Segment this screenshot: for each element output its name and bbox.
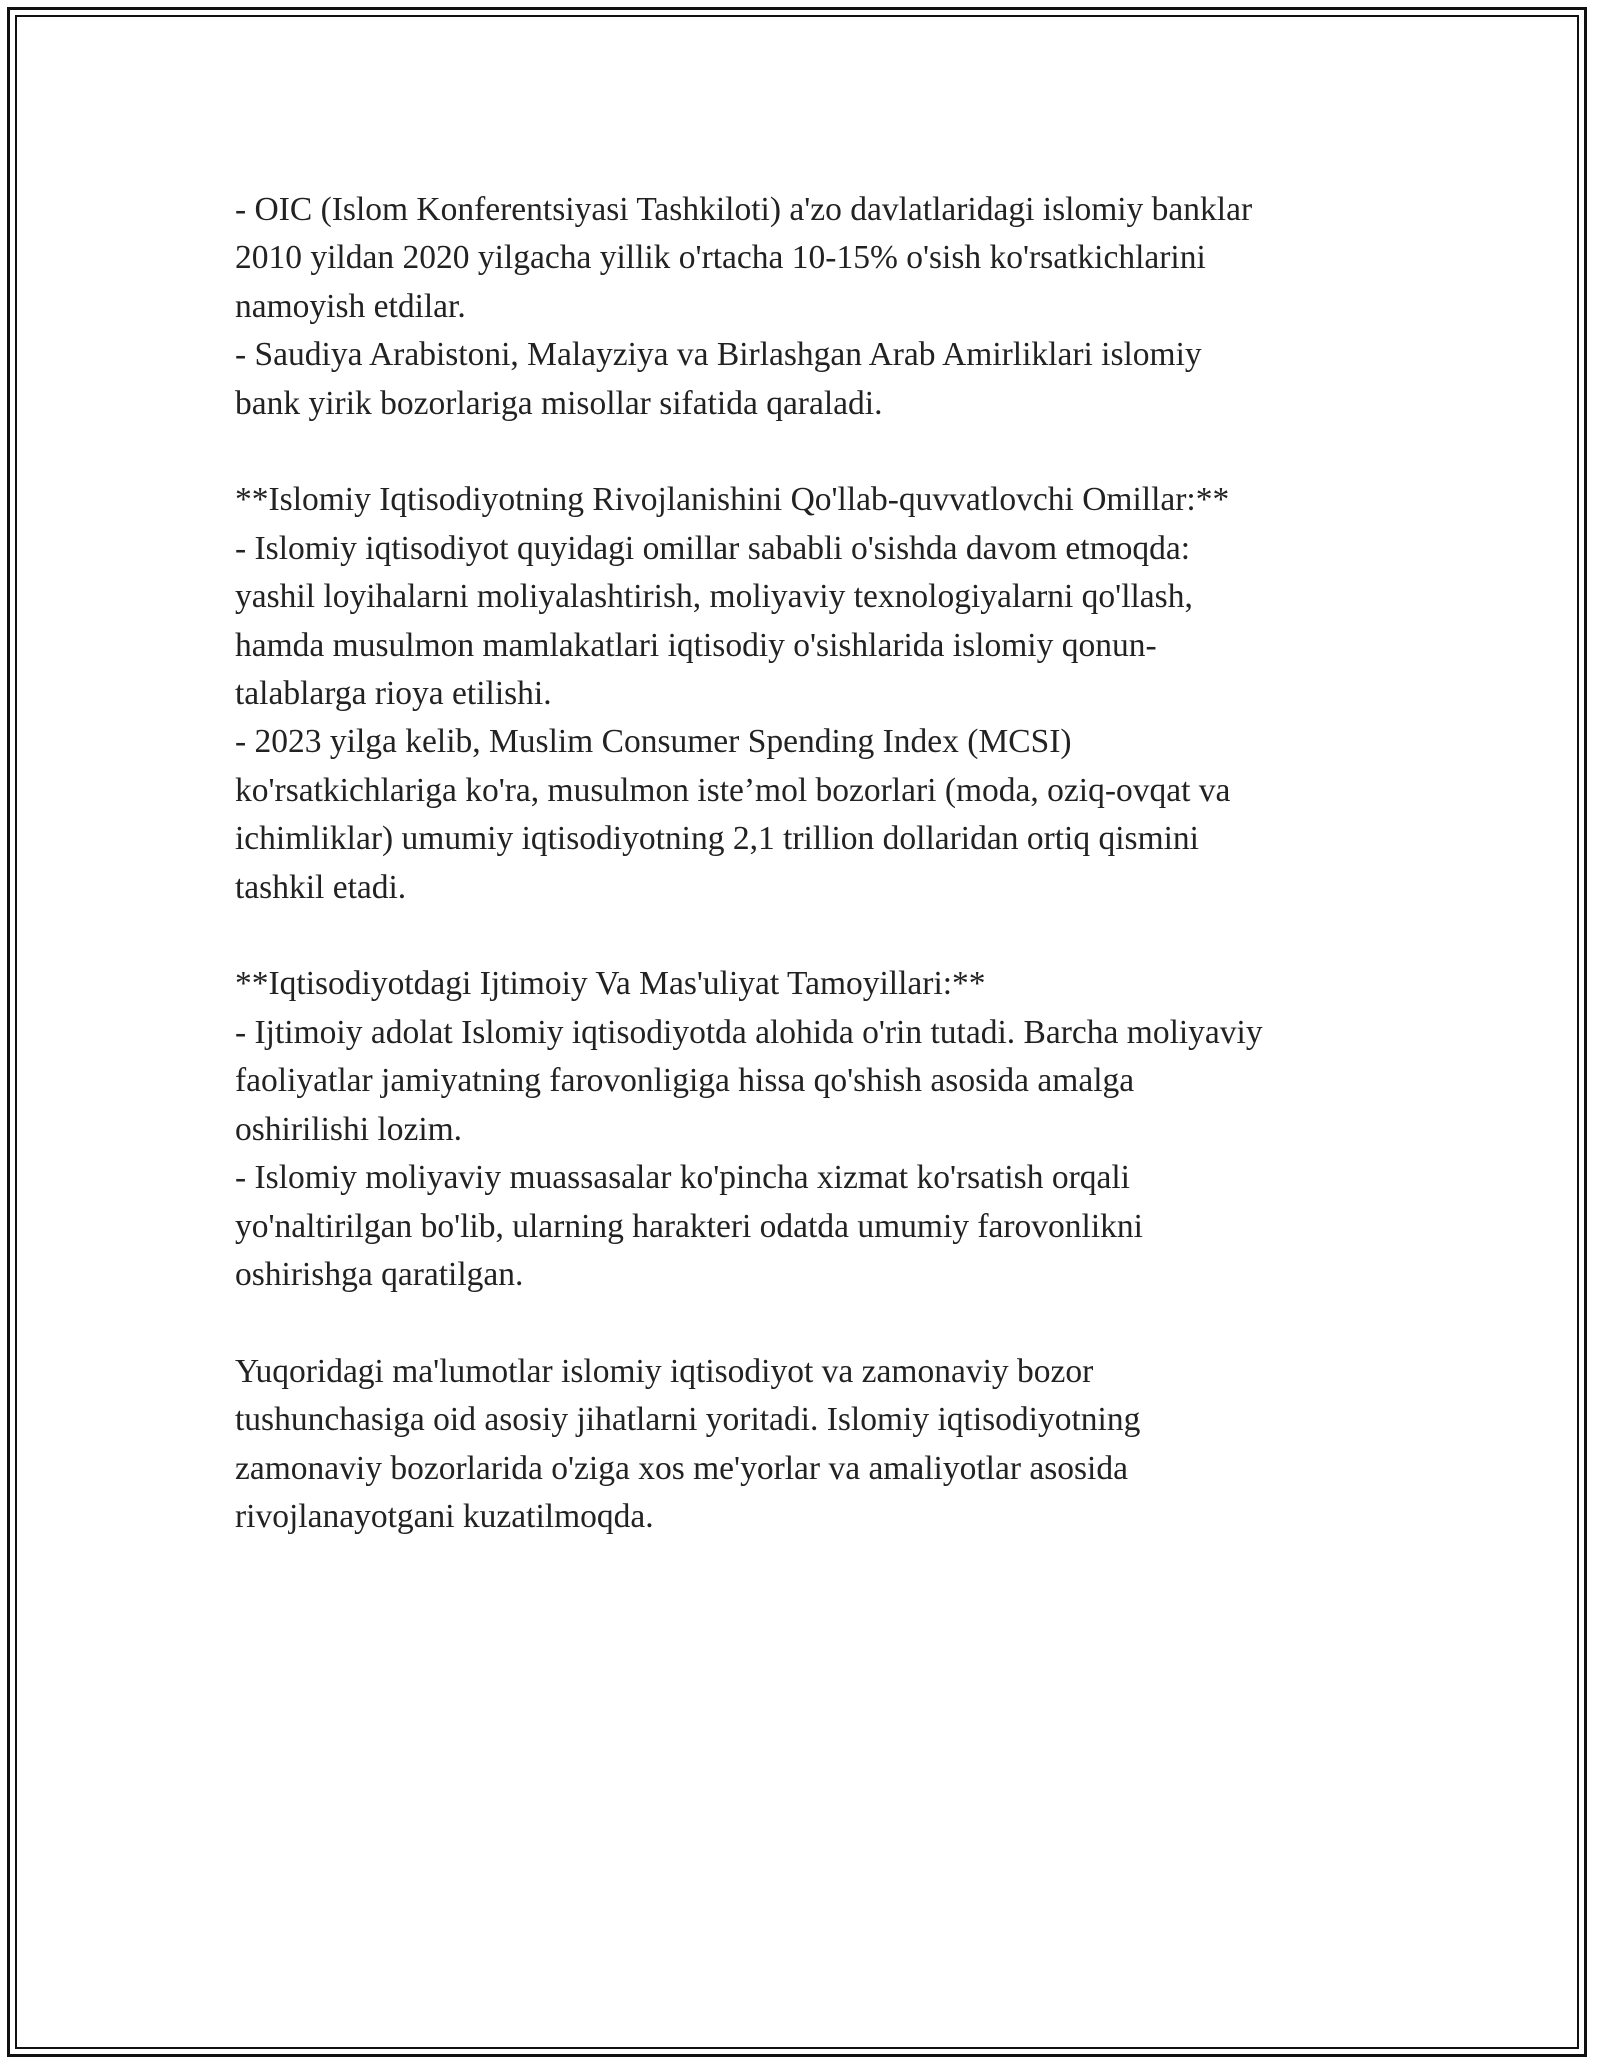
text-line: zamonaviy bozorlarida o'ziga xos me'yorlar va amaliyotlar asosida	[235, 1449, 1128, 1487]
text-line: tushunchasiga oid asosiy jihatlarni yoritadi. Islomiy iqtisodiyotning	[235, 1401, 1141, 1439]
section-development-factors	[235, 476, 1375, 912]
paragraph-gap	[235, 912, 1375, 960]
text-line: talablarga rioya etilishi.	[235, 675, 552, 713]
text-line: ko'rsatkichlariga ko'ra, musulmon iste’mol bozorlari (moda, oziq-ovqat va	[235, 771, 1231, 809]
text-line: oshirilishi lozim.	[235, 1110, 463, 1148]
text-line: bank yirik bozorlariga misollar sifatida qaraladi.	[235, 384, 883, 422]
paragraph-conclusion	[235, 1348, 1375, 1542]
text-line: hamda musulmon mamlakatlari iqtisodiy o'sishlarida islomiy qonun-	[235, 626, 1157, 664]
document-body	[235, 186, 1375, 1541]
text-line: yashil loyihalarni moliyalashtirish, moliyaviy texnologiyalarni qo'llash,	[235, 578, 1193, 616]
text-line: rivojlanayotgani kuzatilmoqda.	[235, 1497, 654, 1535]
text-line: namoyish etdilar.	[235, 287, 466, 325]
text-line: - OIC (Islom Konferentsiyasi Tashkiloti) a'zo davlatlaridagi islomiy banklar	[235, 191, 1253, 228]
text-line: - Islomiy iqtisodiyot quyidagi omillar sababli o'sishda davom etmoqda:	[235, 529, 1191, 567]
section-heading: **Iqtisodiyotdagi Ijtimoiy Va Mas'uliyat Tamoyillari:**	[235, 965, 986, 1003]
text-line: - Islomiy moliyaviy muassasalar ko'pincha xizmat ko'rsatish orqali	[235, 1159, 1130, 1197]
text-line: yo'naltirilgan bo'lib, ularning harakteri odatda umumiy farovonlikni	[235, 1207, 1143, 1245]
text-line: tashkil etadi.	[235, 868, 407, 906]
text-line: ichimliklar) umumiy iqtisodiyotning 2,1 trillion dollaridan ortiq qismini	[235, 820, 1199, 858]
text-line: - Ijtimoiy adolat Islomiy iqtisodiyotda alohida o'rin tutadi. Barcha moliyaviy	[235, 1013, 1263, 1051]
paragraph-gap	[235, 428, 1375, 476]
text-line: oshirishga qaratilgan.	[235, 1255, 524, 1293]
paragraph-banking-growth	[235, 186, 1375, 428]
text-line: - Saudiya Arabistoni, Malayziya va Birlashgan Arab Amirliklari islomiy	[235, 336, 1202, 374]
text-line: Yuqoridagi ma'lumotlar islomiy iqtisodiyot va zamonaviy bozor	[235, 1352, 1094, 1390]
section-social-principles	[235, 960, 1375, 1299]
paragraph-gap	[235, 1299, 1375, 1347]
section-heading: **Islomiy Iqtisodiyotning Rivojlanishini Qo'llab-quvvatlovchi Omillar:**	[235, 481, 1230, 519]
text-line: faoliyatlar jamiyatning farovonligiga hissa qo'shish asosida amalga	[235, 1062, 1135, 1100]
text-line: - 2023 yilga kelib, Muslim Consumer Spending Index (MCSI)	[235, 723, 1072, 761]
text-line: 2010 yildan 2020 yilgacha yillik o'rtacha 10-15% o'sish ko'rsatkichlarini	[235, 239, 1206, 277]
